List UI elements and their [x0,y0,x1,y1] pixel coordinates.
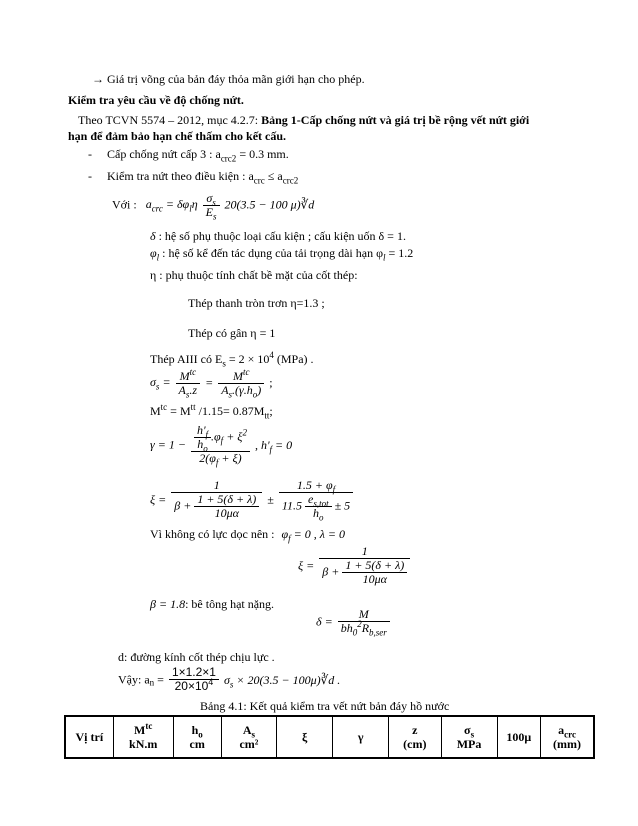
eta-round: Thép thanh tròn trơn η=1.3 ; [188,296,325,310]
header-mtc: $M^{tc}$ kN.m [113,716,173,758]
bullet-1-end: = 0.3 mm. [236,147,289,161]
def-eta: η : phụ thuộc tính chất bề mặt của cốt thép: [150,268,358,282]
vay-line: Vậy: $a_n$ = $\frac{1\times 1.2\times 1}{20\times 10^4}$ $\sigma_s \times 20(3.5$ − 100μ)∛d . [118,665,341,693]
mtc-line: $M^{tc} = M^{tt}$ $/1.15= 0.87M_{tt}$; [150,402,273,421]
header-xi: ξ [277,716,333,758]
table-header-row [65,716,594,758]
bullet-1-sub: crc2 [220,153,237,164]
header-gamma: γ [333,716,389,758]
steel-line: Thép AIII có $E_s = 2 \times 10^4$ (MPa) . [150,350,314,369]
vay-text: Vậy: a [118,672,150,687]
header-ho: $h_o$ cm [173,716,221,758]
intro-line: → Giá trị võng của bản đáy thỏa mãn giới hạn cho phép. [92,72,365,86]
formula-acrc: Với : $a_{crc} = \delta\varphi_l\eta$ $\frac{\sigma_s}{E_s}$ 20(3.5 − 100 μ)∛d [112,191,315,222]
bullet-2 [88,169,299,186]
beta-line [150,597,274,611]
steel-text: Thép AIII có E [150,352,223,366]
mtc-end: /1.15= 0.87M [195,404,265,418]
bullet-1 [88,147,289,164]
def-phi-end: = 1.2 [385,246,414,260]
formula-delta: δ = $\frac{M}{bh_0^2R_{b,ser}}$ [316,608,392,635]
table-caption: Bảng 4.1: Kết quả kiểm tra vết nứt bản đáy hồ nước [200,699,450,713]
theo-bold-1: Bảng 1-Cấp chống nứt và giá trị bề rộng vết nứt giới [261,113,530,127]
header-sigma: $\sigma_s$ MPa [441,716,497,758]
bullet-2-mid: ≤ a [264,169,283,183]
formula-sigma: $\sigma_s$ = $\frac{M^{tc}}{A_s.z}$ = $\frac{M^{tc}}{A_s.(\gamma.h_o)}$ ; [150,367,273,400]
formula-xi-simplified: ξ = 1 β + $\frac{1 + 5(\delta + \lambda)}{10\mu\alpha}$ [298,545,412,586]
header-vitri: Vị trí [65,716,113,758]
formula-xi: ξ = 1 β + $\frac{1 + 5(\delta + \lambda)}{10\mu\alpha}$ ± $1.5 + \varphi_f$ 11.5 $\frac{e_{s,tot}}{h_o}$ ± 5 [150,479,355,520]
bullet-1-text: Cấp chống nứt cấp 3 : a [107,147,221,161]
no-axial: Vì không có lực dọc nên : $\varphi_f = 0$ , λ = 0 [150,527,346,544]
voi-label: Với : [112,197,137,212]
bullet-2-sub1: crc [253,175,265,186]
steel-exp: 4 [269,350,274,360]
d-note: d: đường kính cốt thép chịu lực . [118,650,275,664]
theo-line-1 [78,113,529,127]
def-delta: δ : hệ số phụ thuộc loại cấu kiện ; cấu kiện uốn δ = 1. [150,229,406,243]
header-100mu: 100μ [497,716,540,758]
beta-note: : bê tông hạt nặng. [185,597,275,611]
no-axial-text: Vì không có lực dọc nên : [150,527,275,541]
section-heading: Kiểm tra yêu cầu về độ chống nứt. [68,93,244,107]
steel-unit: (MPa) . [273,352,314,366]
header-as: $A_s$ cm² [221,716,277,758]
mtc-m: M [150,404,161,418]
bullet-2-text: Kiểm tra nứt theo điều kiện : a [107,169,254,183]
theo-line-2: hạn để đảm bảo hạn chế thấm cho kết cấu. [68,129,287,143]
mtc-rest: = M [167,404,191,418]
header-z: z (cm) [389,716,441,758]
def-delta-text: : hệ số phụ thuộc loại cấu kiện ; cấu kiện uốn δ = 1. [158,229,406,243]
eta-ribbed: Thép có gân η = 1 [188,326,276,340]
formula-gamma: γ = 1 − $\frac{h'_f}{h_o}$ $.\varphi_f + \xi^2$ $2(\varphi_f + \xi)$ , $h'_f = 0$ [150,423,293,468]
header-acrc: $a_{crc}$ (mm) [541,716,594,758]
results-table [64,715,595,759]
theo-prefix: Theo TCVN 5574 – 2012, mục 4.2.7: [78,113,262,127]
def-phi-text: : hệ số kể đến tác dụng của tải trọng dài hạn φ [162,246,384,260]
bullet-2-sub2: crc2 [282,175,299,186]
steel-end: = 2 × 10 [225,352,270,366]
def-phi: $\varphi_l$ : hệ số kể đến tác dụng của tải trọng dài hạn $\varphi_l = 1.2$ [150,246,414,263]
bullet-dash: - [88,147,92,161]
bullet-dash: - [88,169,92,183]
beta-value: β = 1.8 [150,597,186,611]
